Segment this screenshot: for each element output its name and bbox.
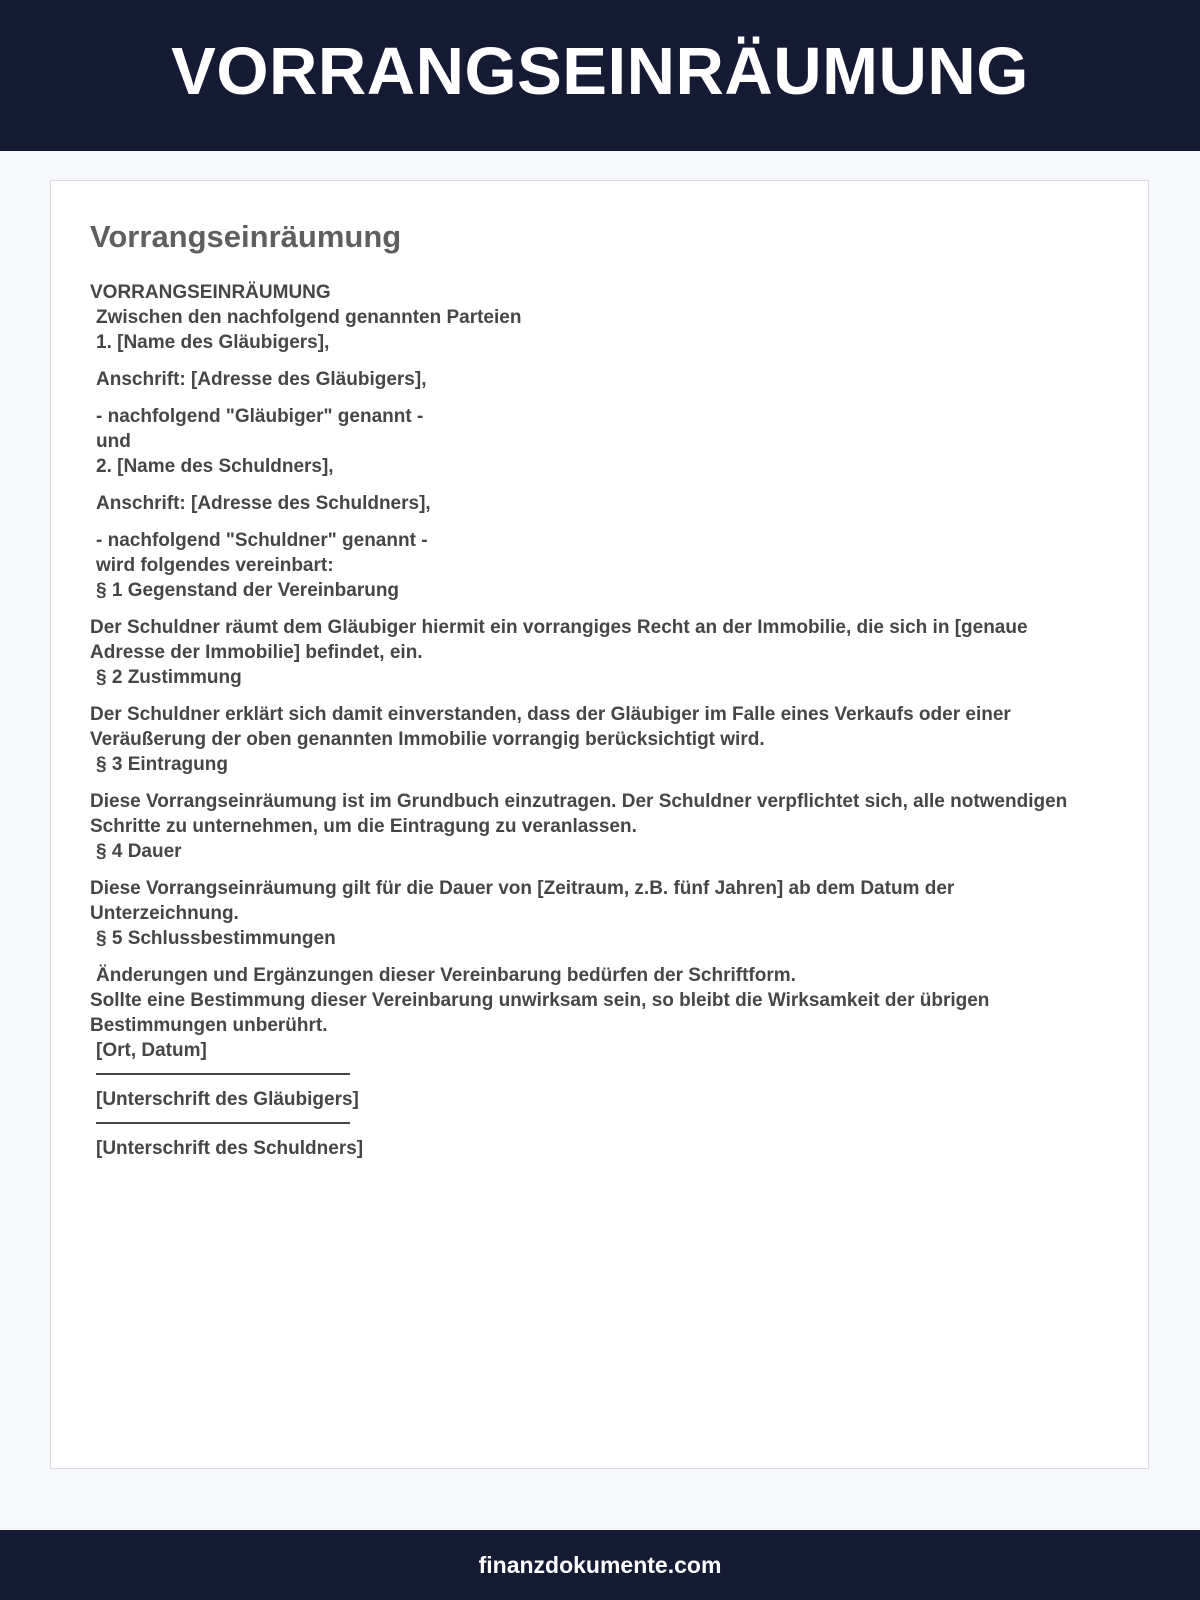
and-line: und bbox=[96, 431, 131, 452]
page-header bbox=[0, 0, 1200, 151]
document-card bbox=[50, 180, 1149, 1469]
footer-site-name: finanzdokumente.com bbox=[478, 1551, 722, 1578]
signature-line-debtor bbox=[96, 1122, 350, 1124]
document-title: Vorrangseinräumung bbox=[90, 219, 402, 254]
party2-address: Anschrift: [Adresse des Schuldners], bbox=[96, 493, 431, 514]
section-5-text-2: Sollte eine Bestimmung dieser Vereinbarung unwirksam sein, so bleibt die Wirksamkeit der übrigen Bestimmungen unberührt. bbox=[90, 990, 990, 1036]
intro-line: Zwischen den nachfolgend genannten Parteien bbox=[96, 307, 522, 328]
agreed-line: wird folgendes vereinbart: bbox=[96, 555, 334, 576]
document-body bbox=[90, 280, 1100, 1161]
section-5-heading: § 5 Schlussbestimmungen bbox=[96, 928, 336, 949]
place-date: [Ort, Datum] bbox=[96, 1040, 207, 1061]
page-title: VORRANGSEINRÄUMUNG bbox=[171, 34, 1029, 109]
section-3-heading: § 3 Eintragung bbox=[96, 754, 228, 775]
signature-label-creditor: [Unterschrift des Gläubigers] bbox=[96, 1089, 359, 1110]
section-5-text: Änderungen und Ergänzungen dieser Vereinbarung bedürfen der Schriftform. bbox=[96, 965, 796, 986]
page-footer bbox=[0, 1530, 1200, 1600]
section-4-text: Diese Vorrangseinräumung gilt für die Dauer von [Zeitraum, z.B. fünf Jahren] ab dem Datum der Unterzeichnung. bbox=[90, 878, 955, 924]
party2-role: - nachfolgend "Schuldner" genannt - bbox=[96, 530, 428, 551]
signature-label-debtor: [Unterschrift des Schuldners] bbox=[96, 1138, 364, 1159]
party2-name: 2. [Name des Schuldners], bbox=[96, 456, 334, 477]
party1-address: Anschrift: [Adresse des Gläubigers], bbox=[96, 369, 427, 390]
section-1-text: Der Schuldner räumt dem Gläubiger hiermit ein vorrangiges Recht an der Immobilie, die sich in [genaue Adresse der Immobilie] befindet, ein. bbox=[90, 617, 1028, 663]
party1-role: - nachfolgend "Gläubiger" genannt - bbox=[96, 406, 424, 427]
section-4-heading: § 4 Dauer bbox=[96, 841, 182, 862]
document-heading: VORRANGSEINRÄUMUNG bbox=[90, 282, 331, 303]
section-3-text: Diese Vorrangseinräumung ist im Grundbuch einzutragen. Der Schuldner verpflichtet sich, alle notwendigen Schritte zu unternehmen, um die Eintragung zu veranlassen. bbox=[90, 791, 1068, 837]
section-1-heading: § 1 Gegenstand der Vereinbarung bbox=[96, 580, 400, 601]
party1-name: 1. [Name des Gläubigers], bbox=[96, 332, 330, 353]
section-2-text: Der Schuldner erklärt sich damit einverstanden, dass der Gläubiger im Falle eines Verkaufs oder einer Veräußerung der oben genannten Immobilie vorrangig berücksichtigt wird. bbox=[90, 704, 1011, 750]
signature-line-creditor bbox=[96, 1073, 350, 1075]
section-2-heading: § 2 Zustimmung bbox=[96, 667, 242, 688]
